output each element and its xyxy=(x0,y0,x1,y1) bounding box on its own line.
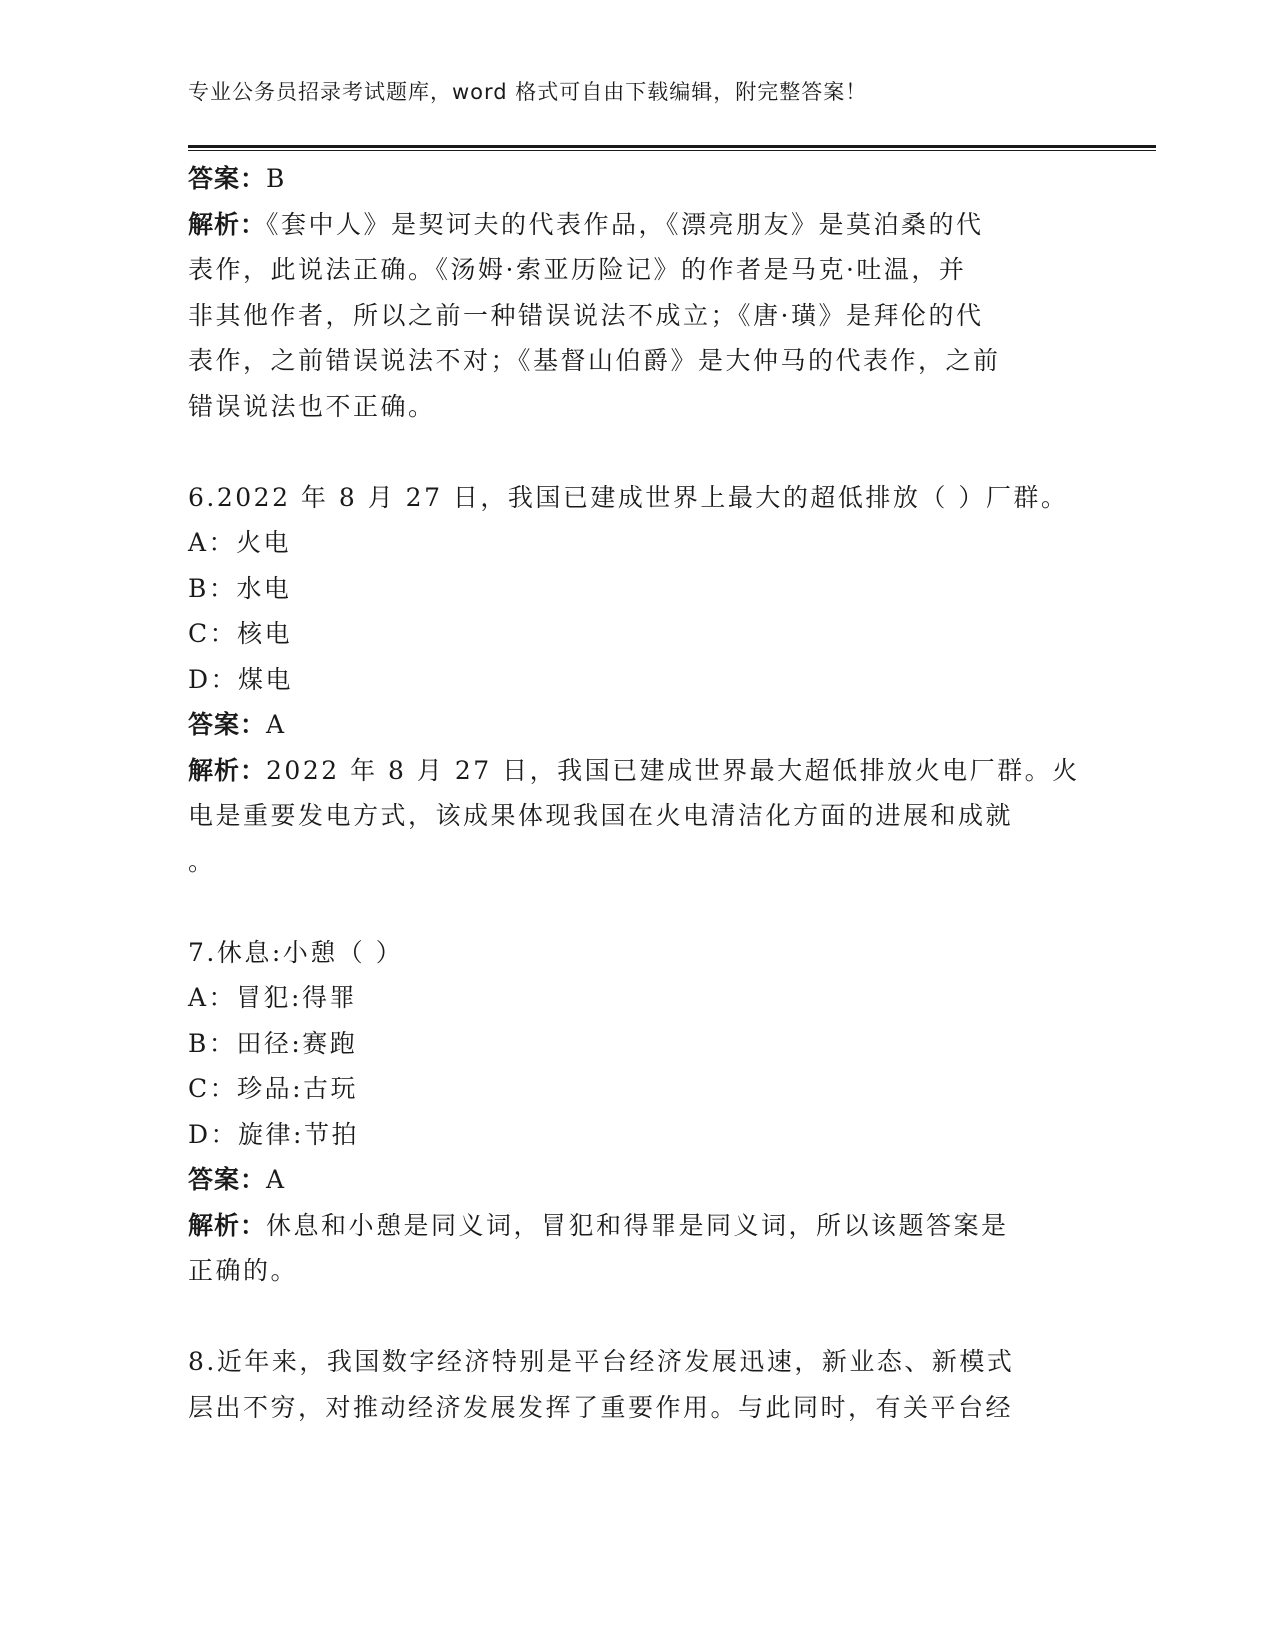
q5-analysis-line: 错误说法也不正确。 xyxy=(188,391,436,421)
document-body xyxy=(188,156,1088,1430)
q8-question-line: 层出不穷，对推动经济发展发挥了重要作用。与此同时，有关平台经 xyxy=(188,1392,1014,1422)
analysis-label: 解析： xyxy=(188,755,267,785)
q7-answer xyxy=(188,1157,1088,1203)
spacer xyxy=(188,884,1088,930)
q7-option-b: B：田径:赛跑 xyxy=(188,1028,358,1058)
q6-analysis-line: 。 xyxy=(188,846,216,876)
q5-analysis-line: 表作，此说法正确。《汤姆·索亚历险记》的作者是马克·吐温，并 xyxy=(188,255,967,284)
q6-option-d: D：煤电 xyxy=(188,664,294,694)
q5-analysis-line: 非其他作者，所以之前一种错误说法不成立；《唐·璜》是拜伦的代 xyxy=(188,300,984,330)
q6-option-c: C：核电 xyxy=(188,619,293,648)
answer-label: 答案： xyxy=(188,164,267,193)
q7-option-d: D：旋律:节拍 xyxy=(188,1119,359,1149)
analysis-text: 2022 年 8 月 27 日，我国已建成世界最大超低排放火电厂群。火 xyxy=(266,755,1080,785)
analysis-label: 解析： xyxy=(188,209,267,239)
q6-answer xyxy=(188,702,1088,748)
q6-option-a: A：火电 xyxy=(188,528,292,557)
q6-analysis-line: 电是重要发电方式，该成果体现我国在火电清洁化方面的进展和成就 xyxy=(188,801,1014,830)
header-rule-thick xyxy=(188,145,1156,148)
answer-value: A xyxy=(266,1165,287,1194)
analysis-text: 《套中人》是契诃夫的代表作品，《漂亮朋友》是莫泊桑的代 xyxy=(266,209,984,239)
q5-analysis-line: 表作，之前错误说法不对；《基督山伯爵》是大仲马的代表作，之前 xyxy=(188,346,1001,375)
q6-analysis-line xyxy=(188,748,1088,794)
q6-question: 6.2022 年 8 月 27 日，我国已建成世界上最大的超低排放（ ）厂群。 xyxy=(188,482,1069,512)
q7-option-a: A：冒犯:得罪 xyxy=(188,983,357,1012)
q8-question-line: 8.近年来，我国数字经济特别是平台经济发展迅速，新业态、新模式 xyxy=(188,1347,1015,1376)
answer-label: 答案： xyxy=(188,710,267,739)
header-rule-thin xyxy=(188,150,1156,151)
spacer xyxy=(188,1294,1088,1340)
q5-answer xyxy=(188,156,1088,202)
answer-value: A xyxy=(266,710,287,739)
page-header: 专业公务员招录考试题库，word 格式可自由下载编辑，附完整答案！ xyxy=(188,80,868,104)
spacer xyxy=(188,429,1088,475)
q7-question: 7.休息:小憩（ ） xyxy=(188,937,404,967)
q5-analysis-line xyxy=(188,202,1088,248)
analysis-label: 解析： xyxy=(188,1210,267,1240)
answer-value: B xyxy=(266,164,287,193)
q7-analysis-line xyxy=(188,1203,1088,1249)
analysis-text: 休息和小憩是同义词，冒犯和得罪是同义词，所以该题答案是 xyxy=(266,1210,1009,1240)
q6-option-b: B：水电 xyxy=(188,573,292,603)
q7-analysis-line: 正确的。 xyxy=(188,1256,299,1285)
q7-option-c: C：珍品:古玩 xyxy=(188,1074,359,1103)
answer-label: 答案： xyxy=(188,1165,267,1194)
